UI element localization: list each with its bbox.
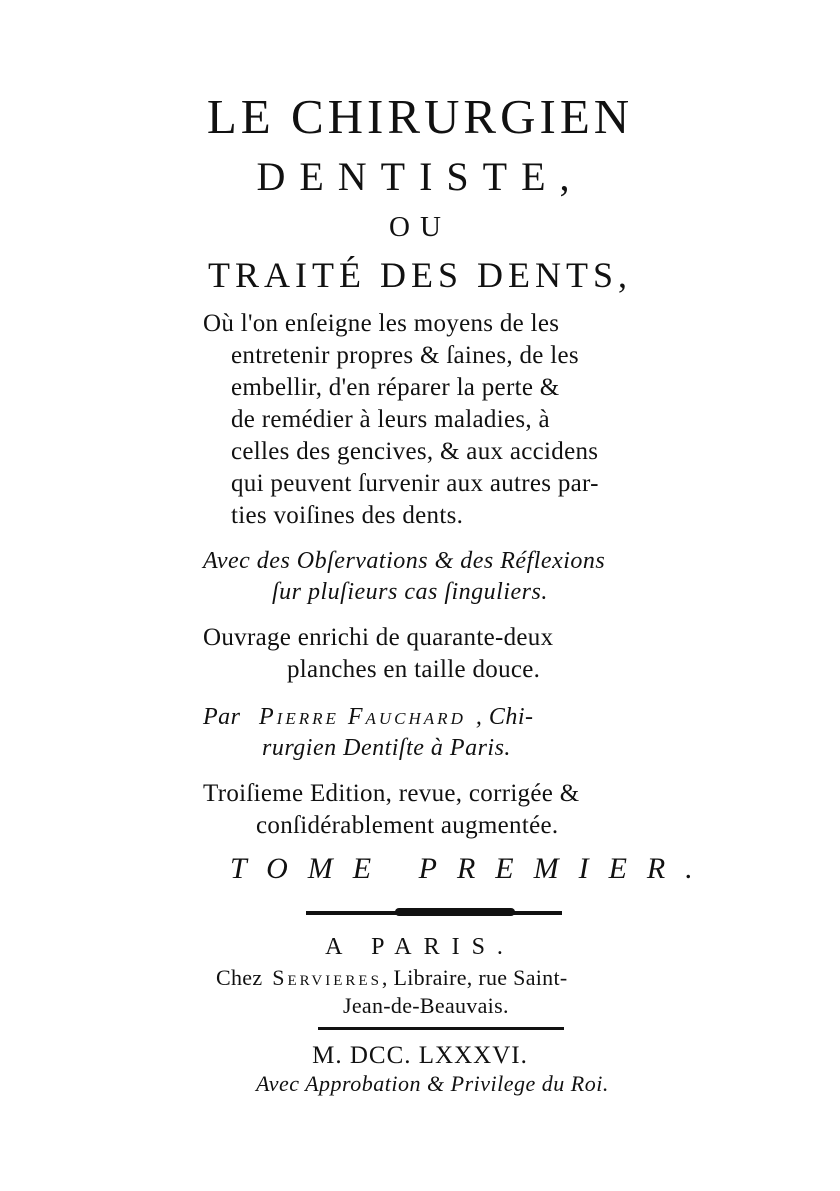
imprint-rule bbox=[318, 1027, 564, 1030]
description-line-5: celles des gencives, & aux accidens bbox=[231, 438, 599, 465]
author-line1-end: , Chi- bbox=[475, 704, 534, 730]
author-name: Pierre Fauchard bbox=[259, 704, 466, 730]
imprint-address-line-2: Jean-de-Beauvais. bbox=[343, 993, 509, 1018]
edition-line-1: Troiſieme Edition, revue, corrigée & bbox=[203, 780, 580, 807]
author-line-1 bbox=[203, 705, 534, 729]
description-line-4: de remédier à leurs maladies, à bbox=[231, 406, 550, 433]
description-line-1: Où l'on enſeigne les moyens de les bbox=[203, 310, 560, 337]
author-prefix: Par bbox=[203, 704, 241, 730]
privilege-line: Avec Approbation & Privilege du Roi. bbox=[256, 1071, 609, 1096]
title-line-3: OU bbox=[389, 211, 451, 243]
description-line-7: ties voiſines des dents. bbox=[231, 502, 464, 529]
plates-line-1: Ouvrage enrichi de quarante-deux bbox=[203, 624, 554, 651]
observations-line-2: ſur pluſieurs cas ſinguliers. bbox=[272, 579, 548, 605]
description-line-6: qui peuvent ſurvenir aux autres par- bbox=[231, 470, 599, 497]
ornamental-rule-center bbox=[395, 908, 515, 916]
description-line-2: entretenir propres & ſaines, de les bbox=[231, 342, 579, 369]
publication-year: M. DCC. LXXXVI. bbox=[312, 1042, 528, 1069]
title-line-4: TRAITÉ DES DENTS, bbox=[208, 255, 632, 295]
observations-line-1: Avec des Obſervations & des Réflexions bbox=[203, 548, 606, 574]
publisher-name: Servieres bbox=[272, 965, 382, 990]
volume-label: TOME PREMIER. bbox=[230, 852, 713, 885]
publisher-rest: , Libraire, rue Saint- bbox=[381, 965, 568, 990]
author-line-2: rurgien Dentiſte à Paris. bbox=[262, 735, 511, 761]
plates-line-2: planches en taille douce. bbox=[287, 656, 541, 683]
imprint-publisher-line bbox=[216, 967, 568, 989]
title-line-2: DENTISTE, bbox=[256, 154, 584, 199]
imprint-city: A PARIS. bbox=[325, 934, 515, 960]
publisher-prefix: Chez bbox=[216, 965, 263, 990]
title-line-1: LE CHIRURGIEN bbox=[206, 89, 634, 144]
edition-line-2: conſidérablement augmentée. bbox=[256, 812, 559, 839]
description-line-3: embellir, d'en réparer la perte & bbox=[231, 374, 560, 401]
